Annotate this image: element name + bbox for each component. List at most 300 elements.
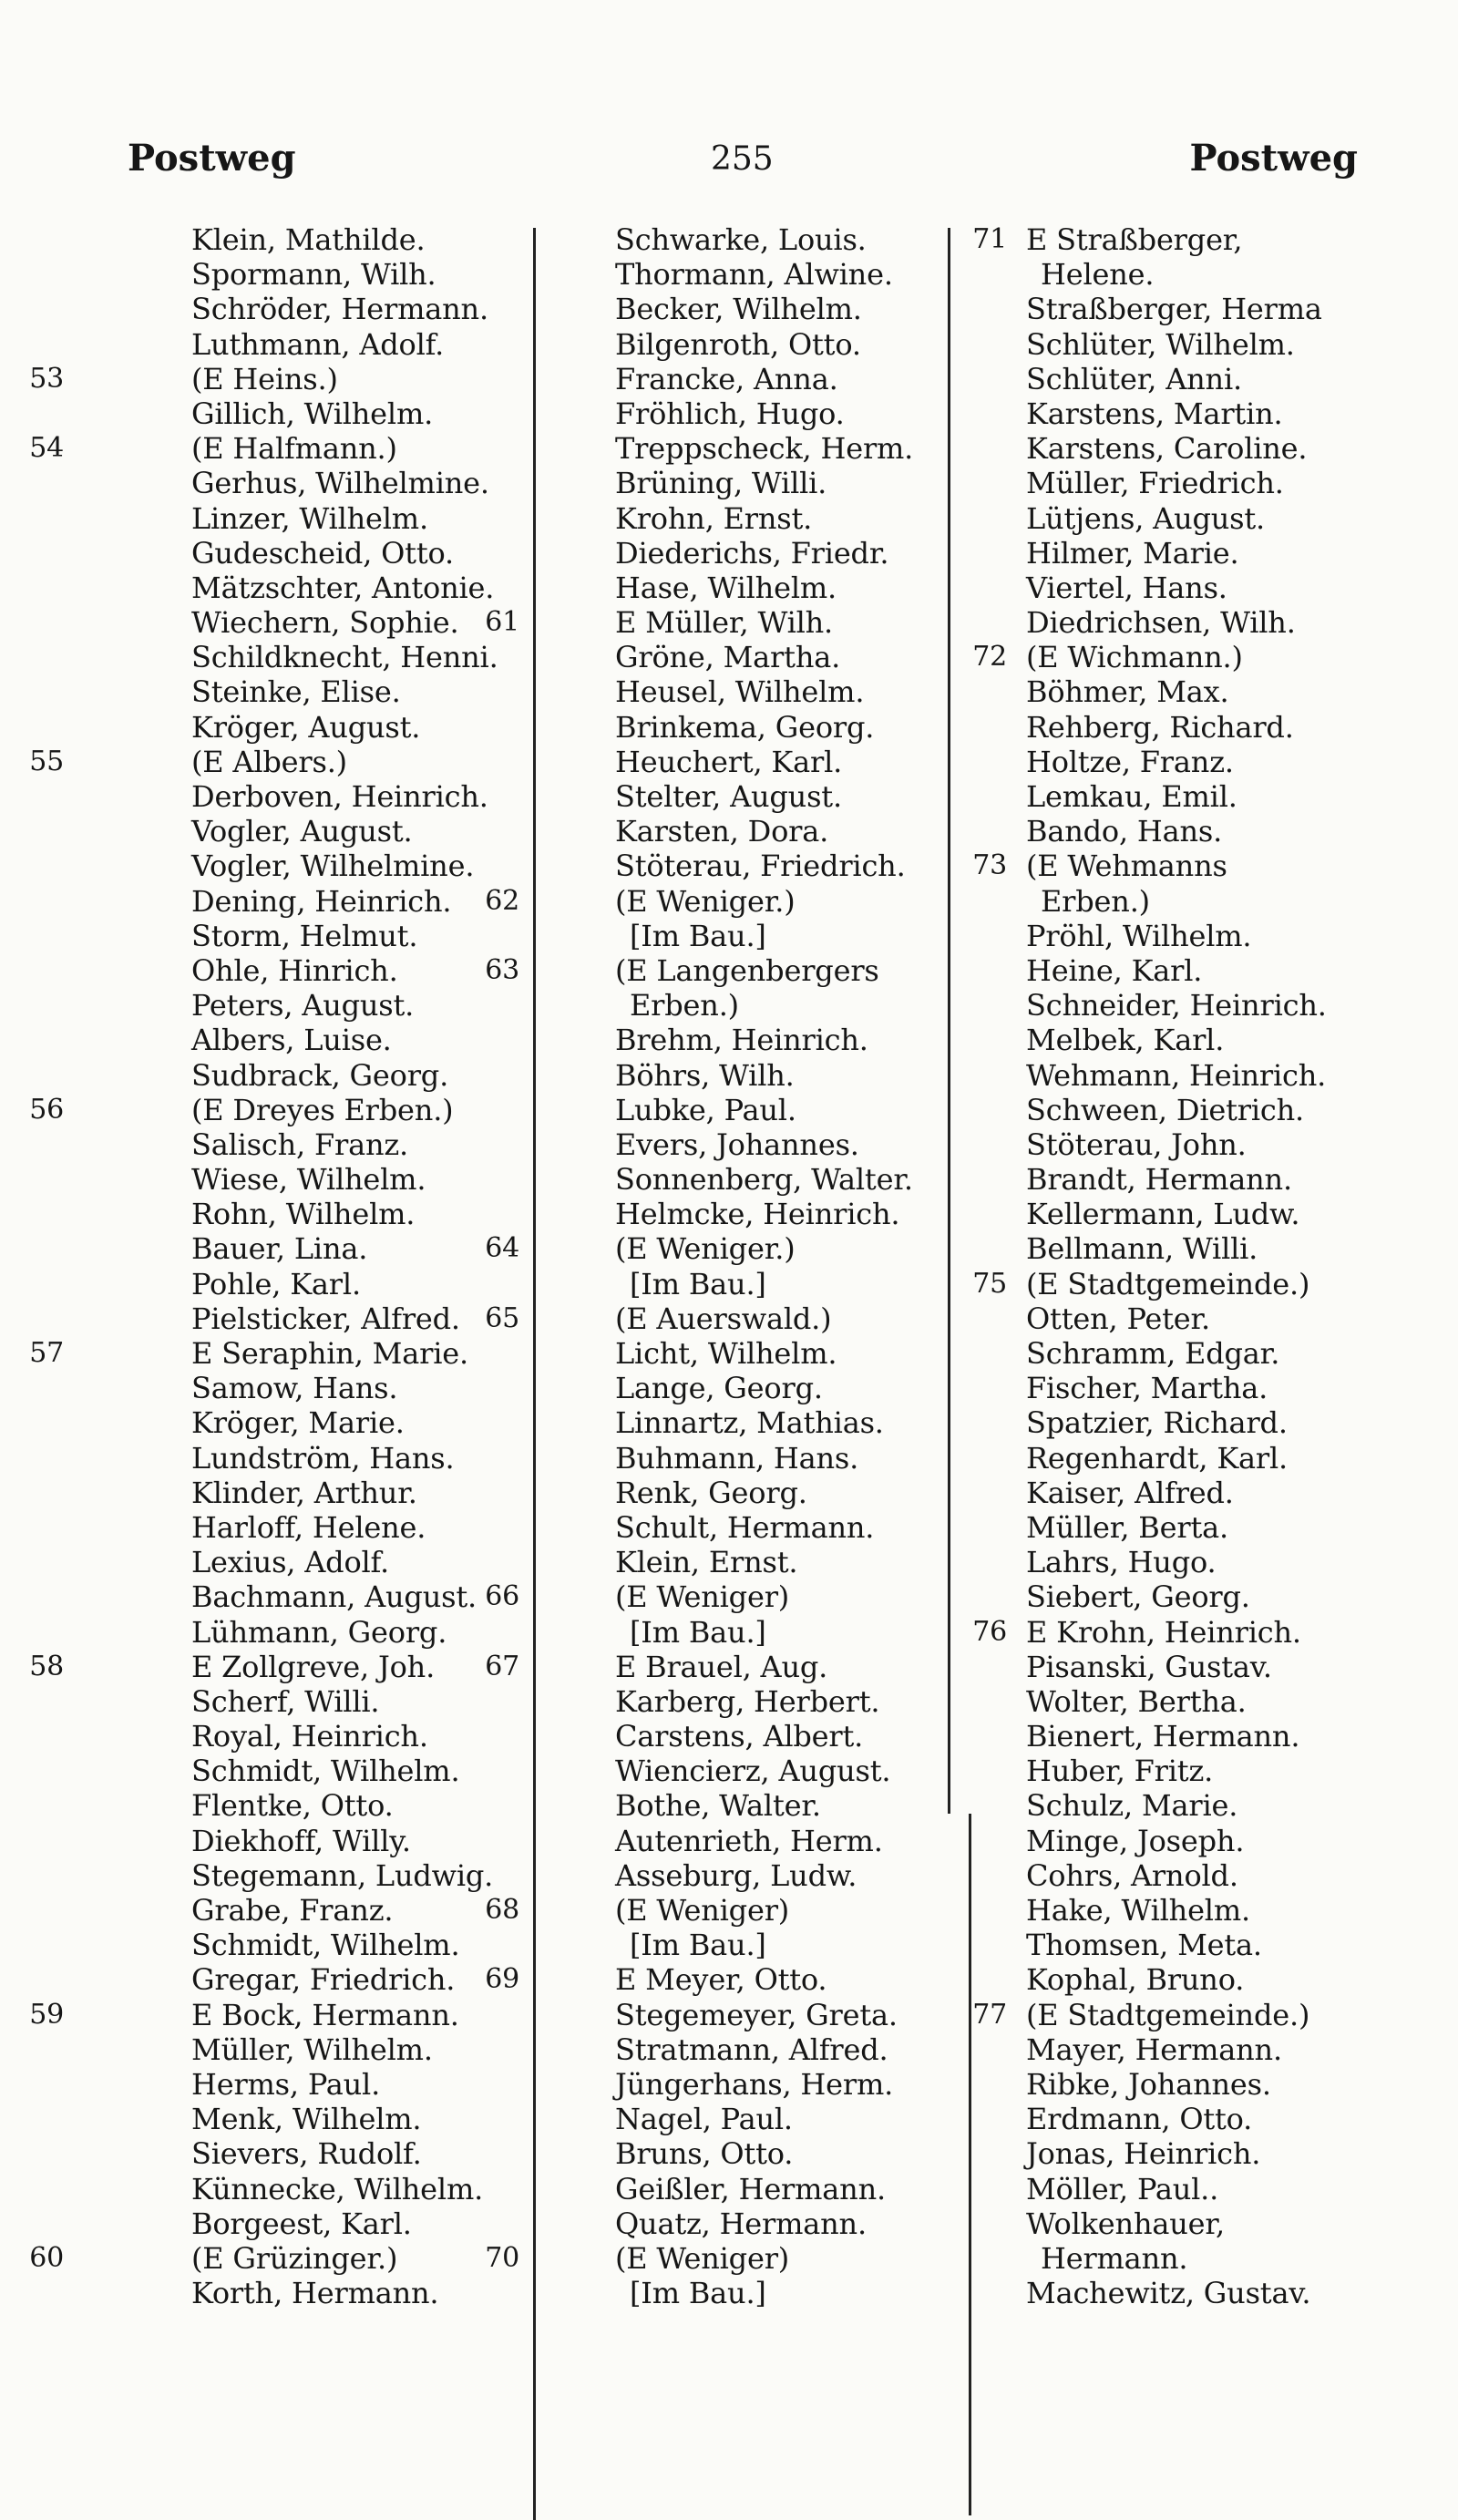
entry-text: Stegemeyer, Greta. xyxy=(615,1997,898,2032)
entry-text: Vogler, August. xyxy=(191,814,413,849)
entry-text: Diekhoff, Willy. xyxy=(191,1823,411,1858)
house-number-entry xyxy=(485,1301,961,1336)
resident-entry xyxy=(109,2067,538,2102)
entry-text: (E Weniger) xyxy=(615,2240,790,2276)
entry-text: Heine, Karl. xyxy=(1026,952,1203,988)
house-number-entry xyxy=(948,849,1403,883)
resident-entry xyxy=(109,1824,538,1858)
house-number-entry xyxy=(948,640,1403,674)
page-number: 255 xyxy=(711,140,774,178)
entry-text: Helmcke, Heinrich. xyxy=(615,1197,900,1232)
resident-entry xyxy=(948,2241,1403,2276)
house-number: 61 xyxy=(485,606,519,639)
house-number: 66 xyxy=(485,1580,519,1613)
entry-text: Erben.) xyxy=(1041,883,1150,919)
entry-text: Licht, Wilhelm. xyxy=(615,1336,837,1371)
resident-entry xyxy=(948,1824,1403,1858)
entry-text: Bienert, Hermann. xyxy=(1026,1719,1300,1754)
house-number: 72 xyxy=(972,641,1007,674)
resident-entry xyxy=(109,571,538,605)
entry-text: Schwarke, Louis. xyxy=(615,222,867,257)
entry-text: Lundström, Hans. xyxy=(191,1440,455,1476)
resident-entry xyxy=(109,222,538,257)
resident-entry xyxy=(948,745,1403,779)
entry-text: Rehberg, Richard. xyxy=(1026,709,1294,745)
entry-text: (E Weniger) xyxy=(615,1579,790,1615)
resident-entry xyxy=(547,536,961,571)
entry-text: Regenhardt, Karl. xyxy=(1026,1440,1289,1476)
entry-text: Siebert, Georg. xyxy=(1026,1579,1250,1615)
entry-text: E Krohn, Heinrich. xyxy=(1026,1614,1301,1650)
resident-entry xyxy=(547,814,961,849)
entry-text: Böhrs, Wilh. xyxy=(615,1057,795,1093)
resident-entry xyxy=(948,779,1403,814)
entry-text: (E Albers.) xyxy=(191,744,347,779)
resident-entry xyxy=(109,1267,538,1301)
entry-text: Stratmann, Alfred. xyxy=(615,2031,888,2067)
resident-entry xyxy=(948,1336,1403,1371)
resident-entry xyxy=(547,640,961,674)
entry-text: Steinke, Elise. xyxy=(191,674,401,710)
resident-entry xyxy=(547,2276,961,2310)
entry-text: Straßberger, Herma xyxy=(1026,292,1322,327)
entry-text: Klein, Mathilde. xyxy=(191,222,426,257)
entry-text: Müller, Friedrich. xyxy=(1026,466,1284,501)
resident-entry xyxy=(109,814,538,849)
resident-entry xyxy=(109,1928,538,1962)
resident-entry xyxy=(547,849,961,883)
entry-text: Stegemann, Ludwig. xyxy=(191,1857,494,1893)
entry-text: (E Grüzinger.) xyxy=(191,2240,398,2276)
house-number: 54 xyxy=(29,432,64,465)
resident-entry xyxy=(109,1510,538,1545)
resident-entry xyxy=(948,396,1403,431)
resident-entry xyxy=(948,2136,1403,2171)
entry-text: Lütjens, August. xyxy=(1026,500,1266,536)
resident-entry xyxy=(547,745,961,779)
resident-entry xyxy=(948,501,1403,536)
entry-text: (E Wehmanns xyxy=(1026,849,1227,884)
directory-column-3 xyxy=(948,222,1403,2310)
entry-text: Hase, Wilhelm. xyxy=(615,570,837,605)
entry-text: Quatz, Hermann. xyxy=(615,2206,867,2241)
entry-text: Thormann, Alwine. xyxy=(615,257,893,293)
resident-entry xyxy=(948,1545,1403,1579)
resident-entry xyxy=(547,2067,961,2102)
entry-text: E Meyer, Otto. xyxy=(615,1962,827,1998)
resident-entry xyxy=(547,1441,961,1476)
entry-text: (E Auerswald.) xyxy=(615,1301,832,1336)
entry-text: Jüngerhans, Herm. xyxy=(615,2066,894,2102)
resident-entry xyxy=(948,919,1403,953)
resident-entry xyxy=(109,1615,538,1650)
resident-entry xyxy=(109,2276,538,2310)
resident-entry xyxy=(109,1127,538,1162)
entry-text: Linnartz, Mathias. xyxy=(615,1405,884,1441)
entry-text: Carstens, Albert. xyxy=(615,1719,864,1754)
resident-entry xyxy=(109,2206,538,2241)
house-number-entry xyxy=(485,1649,961,1684)
entry-text: Lahrs, Hugo. xyxy=(1026,1545,1217,1580)
resident-entry xyxy=(547,1476,961,1510)
entry-text: Jonas, Heinrich. xyxy=(1026,2136,1261,2172)
entry-text: Hake, Wilhelm. xyxy=(1026,1893,1250,1928)
house-number-entry xyxy=(29,1997,538,2032)
resident-entry xyxy=(109,501,538,536)
resident-entry xyxy=(547,674,961,709)
house-number-entry xyxy=(485,1962,961,1998)
resident-entry xyxy=(948,1650,1403,1684)
resident-entry xyxy=(547,1545,961,1579)
entry-text: Spormann, Wilh. xyxy=(191,257,436,293)
entry-text: Autenrieth, Herm. xyxy=(615,1823,883,1858)
entry-text: Pröhl, Wilhelm. xyxy=(1026,918,1252,953)
entry-text: Mayer, Hermann. xyxy=(1026,2031,1282,2067)
entry-text: E Brauel, Aug. xyxy=(615,1649,828,1684)
entry-text: Lange, Georg. xyxy=(615,1371,823,1406)
resident-entry xyxy=(109,536,538,571)
resident-entry xyxy=(109,1719,538,1754)
resident-entry xyxy=(109,1405,538,1440)
entry-text: Sudbrack, Georg. xyxy=(191,1057,449,1093)
entry-text: Bauer, Lina. xyxy=(191,1231,368,1267)
entry-text: (E Weniger.) xyxy=(615,883,796,919)
entry-text: Schramm, Edgar. xyxy=(1026,1336,1280,1371)
entry-text: Luthmann, Adolf. xyxy=(191,326,445,362)
entry-text: Bruns, Otto. xyxy=(615,2136,794,2172)
resident-entry xyxy=(948,1231,1403,1266)
resident-entry xyxy=(547,1093,961,1127)
entry-text: Brandt, Hermann. xyxy=(1026,1162,1292,1198)
resident-entry xyxy=(547,1023,961,1057)
resident-entry xyxy=(109,919,538,953)
house-number-entry xyxy=(485,883,961,919)
resident-entry xyxy=(948,1093,1403,1127)
house-number: 57 xyxy=(29,1337,64,1369)
house-number: 56 xyxy=(29,1093,64,1126)
entry-text: Möller, Paul.. xyxy=(1026,2171,1219,2206)
resident-entry xyxy=(948,571,1403,605)
entry-text: Sievers, Rudolf. xyxy=(191,2136,422,2172)
resident-entry xyxy=(109,710,538,745)
entry-text: Pisanski, Gustav. xyxy=(1026,1649,1272,1684)
resident-entry xyxy=(109,1197,538,1231)
entry-text: Schröder, Hermann. xyxy=(191,292,488,327)
entry-text: Vogler, Wilhelmine. xyxy=(191,849,475,884)
house-number-entry xyxy=(948,1615,1403,1650)
entry-text: Otten, Peter. xyxy=(1026,1301,1211,1336)
entry-text: Salisch, Franz. xyxy=(191,1126,408,1162)
resident-entry xyxy=(547,1405,961,1440)
entry-text: (E Stadtgemeinde.) xyxy=(1026,1997,1310,2032)
entry-text: Kröger, Marie. xyxy=(191,1405,405,1441)
entry-text: Brinkema, Georg. xyxy=(615,709,875,745)
entry-text: Fischer, Martha. xyxy=(1026,1371,1268,1406)
resident-entry xyxy=(109,1058,538,1093)
house-number: 63 xyxy=(485,953,519,986)
entry-text: Schmidt, Wilhelm. xyxy=(191,1928,460,1963)
entry-text: Schlüter, Anni. xyxy=(1026,361,1242,396)
entry-text: Karstens, Caroline. xyxy=(1026,431,1308,467)
entry-text: Diedrichsen, Wilh. xyxy=(1026,605,1296,641)
resident-entry xyxy=(109,1754,538,1788)
house-number: 69 xyxy=(485,1963,519,1996)
directory-column-2 xyxy=(485,222,961,2311)
house-number-entry xyxy=(948,1998,1403,2032)
entry-text: Heuchert, Karl. xyxy=(615,744,843,779)
entry-text: E Müller, Wilh. xyxy=(615,605,834,641)
resident-entry xyxy=(547,222,961,257)
entry-text: Borgeest, Karl. xyxy=(191,2206,412,2241)
entry-text: E Straßberger, xyxy=(1026,222,1243,257)
entry-text: Wiechern, Sophie. xyxy=(191,605,459,641)
resident-entry xyxy=(948,1371,1403,1405)
entry-text: (E Weniger.) xyxy=(615,1231,796,1267)
house-number-entry xyxy=(29,1092,538,1127)
entry-text: Cohrs, Arnold. xyxy=(1026,1857,1238,1893)
entry-text: Stöterau, Friedrich. xyxy=(615,849,906,884)
resident-entry xyxy=(547,396,961,431)
entry-text: Brehm, Heinrich. xyxy=(615,1023,868,1058)
entry-text: E Zollgreve, Joh. xyxy=(191,1649,436,1684)
entry-text: Schlüter, Wilhelm. xyxy=(1026,326,1295,362)
entry-text: (E Weniger) xyxy=(615,1893,790,1928)
entry-text: Korth, Hermann. xyxy=(191,2276,439,2311)
entry-text: Hilmer, Marie. xyxy=(1026,535,1239,571)
resident-entry xyxy=(547,501,961,536)
house-number-entry xyxy=(948,1267,1403,1301)
entry-text: Pielsticker, Alfred. xyxy=(191,1301,460,1336)
house-number-entry xyxy=(29,744,538,779)
resident-entry xyxy=(547,779,961,814)
resident-entry xyxy=(547,362,961,396)
entry-text: [Im Bau.] xyxy=(630,1928,766,1963)
entry-text: Thomsen, Meta. xyxy=(1026,1928,1262,1963)
entry-text: (E Wichmann.) xyxy=(1026,640,1243,675)
entry-text: Bando, Hans. xyxy=(1026,814,1223,849)
house-number-entry xyxy=(485,1231,961,1267)
entry-text: Ohle, Hinrich. xyxy=(191,952,398,988)
house-number-entry xyxy=(485,605,961,641)
entry-text: Ribke, Johannes. xyxy=(1026,2066,1271,2102)
entry-text: Gudescheid, Otto. xyxy=(191,535,454,571)
resident-entry xyxy=(547,2172,961,2206)
resident-entry xyxy=(547,1267,961,1301)
entry-text: Grabe, Franz. xyxy=(191,1893,394,1928)
entry-text: Krohn, Ernst. xyxy=(615,500,813,536)
entry-text: Gerhus, Wilhelmine. xyxy=(191,466,489,501)
entry-text: Hermann. xyxy=(1041,2240,1188,2276)
resident-entry xyxy=(547,257,961,292)
resident-entry xyxy=(948,466,1403,500)
entry-text: Dening, Heinrich. xyxy=(191,883,452,919)
resident-entry xyxy=(109,1023,538,1057)
resident-entry xyxy=(948,1162,1403,1197)
house-number: 55 xyxy=(29,745,64,777)
resident-entry xyxy=(547,988,961,1023)
house-number: 58 xyxy=(29,1650,64,1682)
resident-entry xyxy=(109,2172,538,2206)
resident-entry xyxy=(948,988,1403,1023)
resident-entry xyxy=(547,1928,961,1962)
entry-text: (E Langenbergers xyxy=(615,952,879,988)
resident-entry xyxy=(948,1476,1403,1510)
resident-entry xyxy=(109,257,538,292)
house-number: 60 xyxy=(29,2241,64,2274)
entry-text: (E Dreyes Erben.) xyxy=(191,1092,454,1127)
resident-entry xyxy=(948,605,1403,640)
entry-text: Schmidt, Wilhelm. xyxy=(191,1754,460,1789)
entry-text: (E Stadtgemeinde.) xyxy=(1026,1266,1310,1301)
resident-entry xyxy=(547,1510,961,1545)
resident-entry xyxy=(547,1336,961,1371)
entry-text: Flentke, Otto. xyxy=(191,1788,394,1824)
entry-text: Kophal, Bruno. xyxy=(1026,1962,1245,1998)
entry-text: Becker, Wilhelm. xyxy=(615,292,862,327)
entry-text: Schneider, Heinrich. xyxy=(1026,988,1327,1023)
resident-entry xyxy=(547,466,961,500)
entry-text: Karsten, Dora. xyxy=(615,814,829,849)
house-number-entry xyxy=(29,361,538,396)
resident-entry xyxy=(547,1824,961,1858)
entry-text: Asseburg, Ludw. xyxy=(615,1857,857,1893)
resident-entry xyxy=(948,536,1403,571)
entry-text: Melbek, Karl. xyxy=(1026,1023,1225,1058)
entry-text: Lubke, Paul. xyxy=(615,1092,796,1127)
entry-text: Harloff, Helene. xyxy=(191,1509,426,1545)
house-number: 67 xyxy=(485,1650,519,1682)
resident-entry xyxy=(948,1962,1403,1997)
resident-entry xyxy=(948,1928,1403,1962)
entry-text: Sonnenberg, Walter. xyxy=(615,1162,913,1198)
entry-text: Huber, Fritz. xyxy=(1026,1754,1214,1789)
resident-entry xyxy=(109,849,538,883)
resident-entry xyxy=(547,571,961,605)
entry-text: Lexius, Adolf. xyxy=(191,1545,390,1580)
resident-entry xyxy=(547,2102,961,2136)
resident-entry xyxy=(109,1162,538,1197)
entry-text: E Bock, Hermann. xyxy=(191,1997,459,2032)
resident-entry xyxy=(948,292,1403,326)
entry-text: Bellmann, Willi. xyxy=(1026,1231,1258,1267)
entry-text: Helene. xyxy=(1041,257,1155,293)
entry-text: Schildknecht, Henni. xyxy=(191,640,498,675)
house-number: 65 xyxy=(485,1301,519,1334)
entry-text: Evers, Johannes. xyxy=(615,1126,859,1162)
resident-entry xyxy=(109,1371,538,1405)
entry-text: Gregar, Friedrich. xyxy=(191,1962,456,1998)
entry-text: Stelter, August. xyxy=(615,779,842,814)
resident-entry xyxy=(109,2136,538,2171)
house-number-entry xyxy=(485,2240,961,2276)
resident-entry xyxy=(948,1684,1403,1719)
resident-entry xyxy=(547,292,961,326)
entry-text: Holtze, Franz. xyxy=(1026,744,1234,779)
house-number-entry xyxy=(29,431,538,467)
entry-text: Wehmann, Heinrich. xyxy=(1026,1057,1327,1093)
resident-entry xyxy=(547,919,961,953)
entry-text: Wolter, Bertha. xyxy=(1026,1683,1247,1719)
entry-text: Kröger, August. xyxy=(191,709,421,745)
entry-text: Renk, Georg. xyxy=(615,1475,807,1510)
house-number: 68 xyxy=(485,1894,519,1926)
resident-entry xyxy=(109,292,538,326)
entry-text: Treppscheck, Herm. xyxy=(615,431,914,467)
entry-text: Peters, August. xyxy=(191,988,415,1023)
resident-entry xyxy=(948,2067,1403,2102)
entry-text: Francke, Anna. xyxy=(615,361,838,396)
entry-text: Rohn, Wilhelm. xyxy=(191,1197,416,1232)
resident-entry xyxy=(109,988,538,1023)
entry-text: Bachmann, August. xyxy=(191,1579,477,1615)
house-number-entry xyxy=(485,952,961,988)
entry-text: Böhmer, Max. xyxy=(1026,674,1229,710)
entry-text: Gillich, Wilhelm. xyxy=(191,396,434,431)
resident-entry xyxy=(547,2136,961,2171)
entry-text: Wiencierz, August. xyxy=(615,1754,891,1789)
house-number: 70 xyxy=(485,2241,519,2274)
entry-text: Künnecke, Wilhelm. xyxy=(191,2171,484,2206)
resident-entry xyxy=(109,1858,538,1893)
entry-text: Samow, Hans. xyxy=(191,1371,398,1406)
resident-entry xyxy=(948,1788,1403,1823)
resident-entry xyxy=(547,1788,961,1823)
page-header xyxy=(128,137,1358,201)
resident-entry xyxy=(109,1684,538,1719)
resident-entry xyxy=(109,2032,538,2067)
resident-entry xyxy=(547,431,961,466)
entry-text: Buhmann, Hans. xyxy=(615,1440,859,1476)
resident-entry xyxy=(109,1788,538,1823)
header-street-right: Postweg xyxy=(1189,137,1358,180)
house-number-entry xyxy=(485,1893,961,1928)
entry-text: (E Heins.) xyxy=(191,361,338,396)
resident-entry xyxy=(948,327,1403,362)
entry-text: Viertel, Hans. xyxy=(1026,570,1227,605)
house-number-entry xyxy=(485,1579,961,1615)
resident-entry xyxy=(948,2172,1403,2206)
entry-text: Fröhlich, Hugo. xyxy=(615,396,845,431)
resident-entry xyxy=(109,396,538,431)
entry-text: Lühmann, Georg. xyxy=(191,1614,447,1650)
resident-entry xyxy=(948,1127,1403,1162)
resident-entry xyxy=(109,640,538,674)
resident-entry xyxy=(547,1719,961,1754)
entry-text: Nagel, Paul. xyxy=(615,2102,793,2137)
entry-text: Brüning, Willi. xyxy=(615,466,827,501)
entry-text: Kaiser, Alfred. xyxy=(1026,1475,1234,1510)
resident-entry xyxy=(109,1476,538,1510)
entry-text: Bilgenroth, Otto. xyxy=(615,326,861,362)
entry-text: Spatzier, Richard. xyxy=(1026,1405,1288,1441)
entry-text: [Im Bau.] xyxy=(630,1614,766,1650)
entry-text: Gröne, Martha. xyxy=(615,640,841,675)
resident-entry xyxy=(948,1719,1403,1754)
resident-entry xyxy=(948,362,1403,396)
entry-text: Derboven, Heinrich. xyxy=(191,779,488,814)
entry-text: Linzer, Wilhelm. xyxy=(191,500,428,536)
house-number-entry xyxy=(29,1336,538,1371)
resident-entry xyxy=(948,1405,1403,1440)
resident-entry xyxy=(948,1754,1403,1788)
entry-text: [Im Bau.] xyxy=(630,918,766,953)
resident-entry xyxy=(948,2032,1403,2067)
resident-entry xyxy=(109,674,538,709)
resident-entry xyxy=(948,1023,1403,1057)
entry-text: Erdmann, Otto. xyxy=(1026,2102,1253,2137)
resident-entry xyxy=(547,1998,961,2032)
resident-entry xyxy=(948,431,1403,466)
